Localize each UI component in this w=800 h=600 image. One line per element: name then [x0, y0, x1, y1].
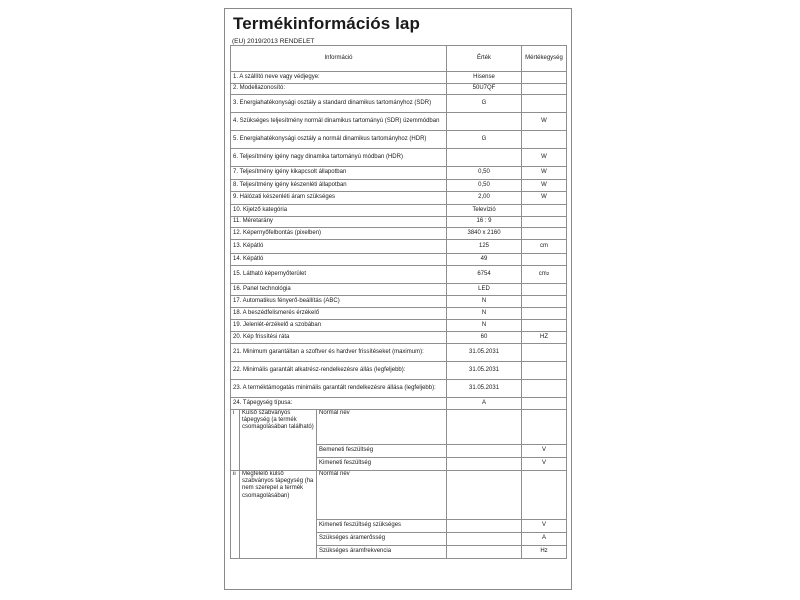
table-row: [231, 149, 567, 167]
row-value: 3840 x 2160: [447, 228, 522, 240]
table-header-row: [231, 46, 567, 72]
row-label: 20. Kép frissítési ráta: [231, 332, 447, 344]
row-unit: W: [522, 180, 567, 192]
power-supply-value: [447, 445, 522, 458]
row-unit: [522, 380, 567, 398]
row-unit: HZ: [522, 332, 567, 344]
row-value: Televízió: [447, 205, 522, 217]
row-value: 31.05.2031: [447, 380, 522, 398]
row-value: Hisense: [447, 72, 522, 84]
power-supply-unit: Hz: [522, 546, 567, 559]
row-unit: $cm^2$: [522, 266, 567, 284]
table-row: [231, 217, 567, 228]
row-value: 0,50: [447, 167, 522, 180]
row-label: 17. Automatikus fényerő-beállítás (ABC): [231, 296, 447, 308]
table-row: [231, 72, 567, 84]
row-value: 125: [447, 240, 522, 254]
power-supply-label: Kimeneti feszültség szükséges: [317, 520, 447, 533]
row-unit: W: [522, 149, 567, 167]
row-label: 15. Látható képernyőterület: [231, 266, 447, 284]
table-row: [231, 320, 567, 332]
sheet-title: Termékinformációs lap: [233, 14, 420, 33]
row-value: 16 : 9: [447, 217, 522, 228]
table-row: [231, 332, 567, 344]
row-label: 11. Méretarány: [231, 217, 447, 228]
table-row: [231, 240, 567, 254]
power-supply-number: i: [231, 410, 240, 471]
power-supply-unit: V: [522, 520, 567, 533]
power-supply-value: [447, 410, 522, 445]
row-label: 4. Szükséges teljesítmény normál dinamikus tartományú (SDR) üzemmódban: [231, 113, 447, 131]
row-value: N: [447, 308, 522, 320]
power-supply-value: [447, 533, 522, 546]
power-supply-unit: [522, 471, 567, 520]
table-row: [231, 296, 567, 308]
row-unit: W: [522, 192, 567, 205]
power-supply-unit: A: [522, 533, 567, 546]
power-supply-label: Normál név: [317, 471, 447, 520]
row-label: 8. Teljesítmény igény készenléti állapotban: [231, 180, 447, 192]
power-supply-description: Külső szabványos tápegység (a termék csomagolásában található): [240, 410, 317, 471]
table-row: [231, 380, 567, 398]
row-value: LED: [447, 284, 522, 296]
table-row: [231, 284, 567, 296]
power-supply-label: Kimeneti feszültség: [317, 458, 447, 471]
power-supply-value: [447, 471, 522, 520]
row-value: 50U7QF: [447, 84, 522, 95]
row-unit: [522, 320, 567, 332]
row-unit: [522, 228, 567, 240]
header-information: Információ: [231, 46, 447, 72]
power-supply-value: [447, 546, 522, 559]
row-unit: [522, 254, 567, 266]
table-row: [231, 308, 567, 320]
row-value: 31.05.2031: [447, 362, 522, 380]
power-supply-description: Megfelelő külső szabványos tápegység (ha nem szerepel a termék csomagolásában): [240, 471, 317, 559]
row-value: G: [447, 95, 522, 113]
row-value: 0,50: [447, 180, 522, 192]
row-unit: [522, 95, 567, 113]
power-supply-label: Szükséges áramerősség: [317, 533, 447, 546]
power-supply-label: Bemeneti feszültség: [317, 445, 447, 458]
row-unit: [522, 308, 567, 320]
row-unit: [522, 72, 567, 84]
row-label: 7. Teljesítmény igény kikapcsolt állapotban: [231, 167, 447, 180]
power-supply-label: Normál név: [317, 410, 447, 445]
row-label: 1. A szállító neve vagy védjegye:: [231, 72, 447, 84]
row-value: 2,00: [447, 192, 522, 205]
row-label: 16. Panel technológia: [231, 284, 447, 296]
power-supply-unit: [522, 410, 567, 445]
table-row: [231, 180, 567, 192]
row-value: N: [447, 296, 522, 308]
row-unit: cm: [522, 240, 567, 254]
row-unit: [522, 284, 567, 296]
row-label: 6. Teljesítmény igény nagy dinamika tartományú módban (HDR): [231, 149, 447, 167]
row-label: 24. Tápegység típusa:: [231, 398, 447, 410]
product-info-table: [230, 45, 567, 559]
power-supply-label: Szükséges áramfrekvencia: [317, 546, 447, 559]
row-value: 31.05.2031: [447, 344, 522, 362]
power-supply-value: [447, 458, 522, 471]
row-label: 22. Minimális garantált alkatrész-rendelkezésre állás (legfeljebb):: [231, 362, 447, 380]
regulation-reference: (EU) 2019/2013 RENDELET: [232, 38, 315, 45]
table-row: [231, 113, 567, 131]
table-row: [231, 228, 567, 240]
row-label: 18. A beszédfelismerés érzékelő: [231, 308, 447, 320]
table-row: [231, 131, 567, 149]
product-information-sheet: [224, 8, 572, 590]
power-supply-unit: V: [522, 458, 567, 471]
table-row: [231, 95, 567, 113]
table-row: [231, 344, 567, 362]
row-label: 5. Energiahatékonysági osztály a normál dinamikus tartományhoz (HDR): [231, 131, 447, 149]
row-unit: W: [522, 167, 567, 180]
row-value: A: [447, 398, 522, 410]
row-unit: [522, 398, 567, 410]
row-unit: [522, 205, 567, 217]
row-label: 21. Minimum garantáltan a szoftver és hardver frissítéseket (maximum):: [231, 344, 447, 362]
header-unit: Mértékegység: [522, 46, 567, 72]
header-value: Érték: [447, 46, 522, 72]
row-label: 3. Energiahatékonysági osztály a standard dinamikus tartományhoz (SDR): [231, 95, 447, 113]
row-label: 23. A terméktámogatás minimális garantált rendelkezésre állása (legfeljebb):: [231, 380, 447, 398]
table-row: [231, 192, 567, 205]
row-label: 9. Hálózati készenléti áram szükséges: [231, 192, 447, 205]
row-unit: [522, 217, 567, 228]
row-label: 2. Modellazonosító:: [231, 84, 447, 95]
row-unit: [522, 296, 567, 308]
table-row: [231, 167, 567, 180]
power-supply-number: ii: [231, 471, 240, 559]
row-value: 6754: [447, 266, 522, 284]
row-label: 13. Képátló: [231, 240, 447, 254]
table-row: [231, 205, 567, 217]
row-unit: W: [522, 113, 567, 131]
table-row: [231, 398, 567, 410]
unit-superscript: 2: [546, 270, 550, 276]
row-value: G: [447, 131, 522, 149]
table-row: [231, 266, 567, 284]
row-value: [447, 149, 522, 167]
row-label: 14. Képátló: [231, 254, 447, 266]
table-row: [231, 254, 567, 266]
row-value: 49: [447, 254, 522, 266]
power-supply-unit: V: [522, 445, 567, 458]
row-label: 19. Jelenlét-érzékelő a szobában: [231, 320, 447, 332]
row-unit: [522, 131, 567, 149]
table-row: [231, 84, 567, 95]
row-unit: [522, 84, 567, 95]
row-label: 10. Kijelző kategória: [231, 205, 447, 217]
row-value: 60: [447, 332, 522, 344]
table-row: [231, 362, 567, 380]
row-value: [447, 113, 522, 131]
power-supply-row: [231, 471, 567, 520]
row-unit: [522, 362, 567, 380]
power-supply-value: [447, 520, 522, 533]
row-label: 12. Képernyőfelbontás (pixelben): [231, 228, 447, 240]
power-supply-row: [231, 410, 567, 445]
row-value: N: [447, 320, 522, 332]
row-unit: [522, 344, 567, 362]
